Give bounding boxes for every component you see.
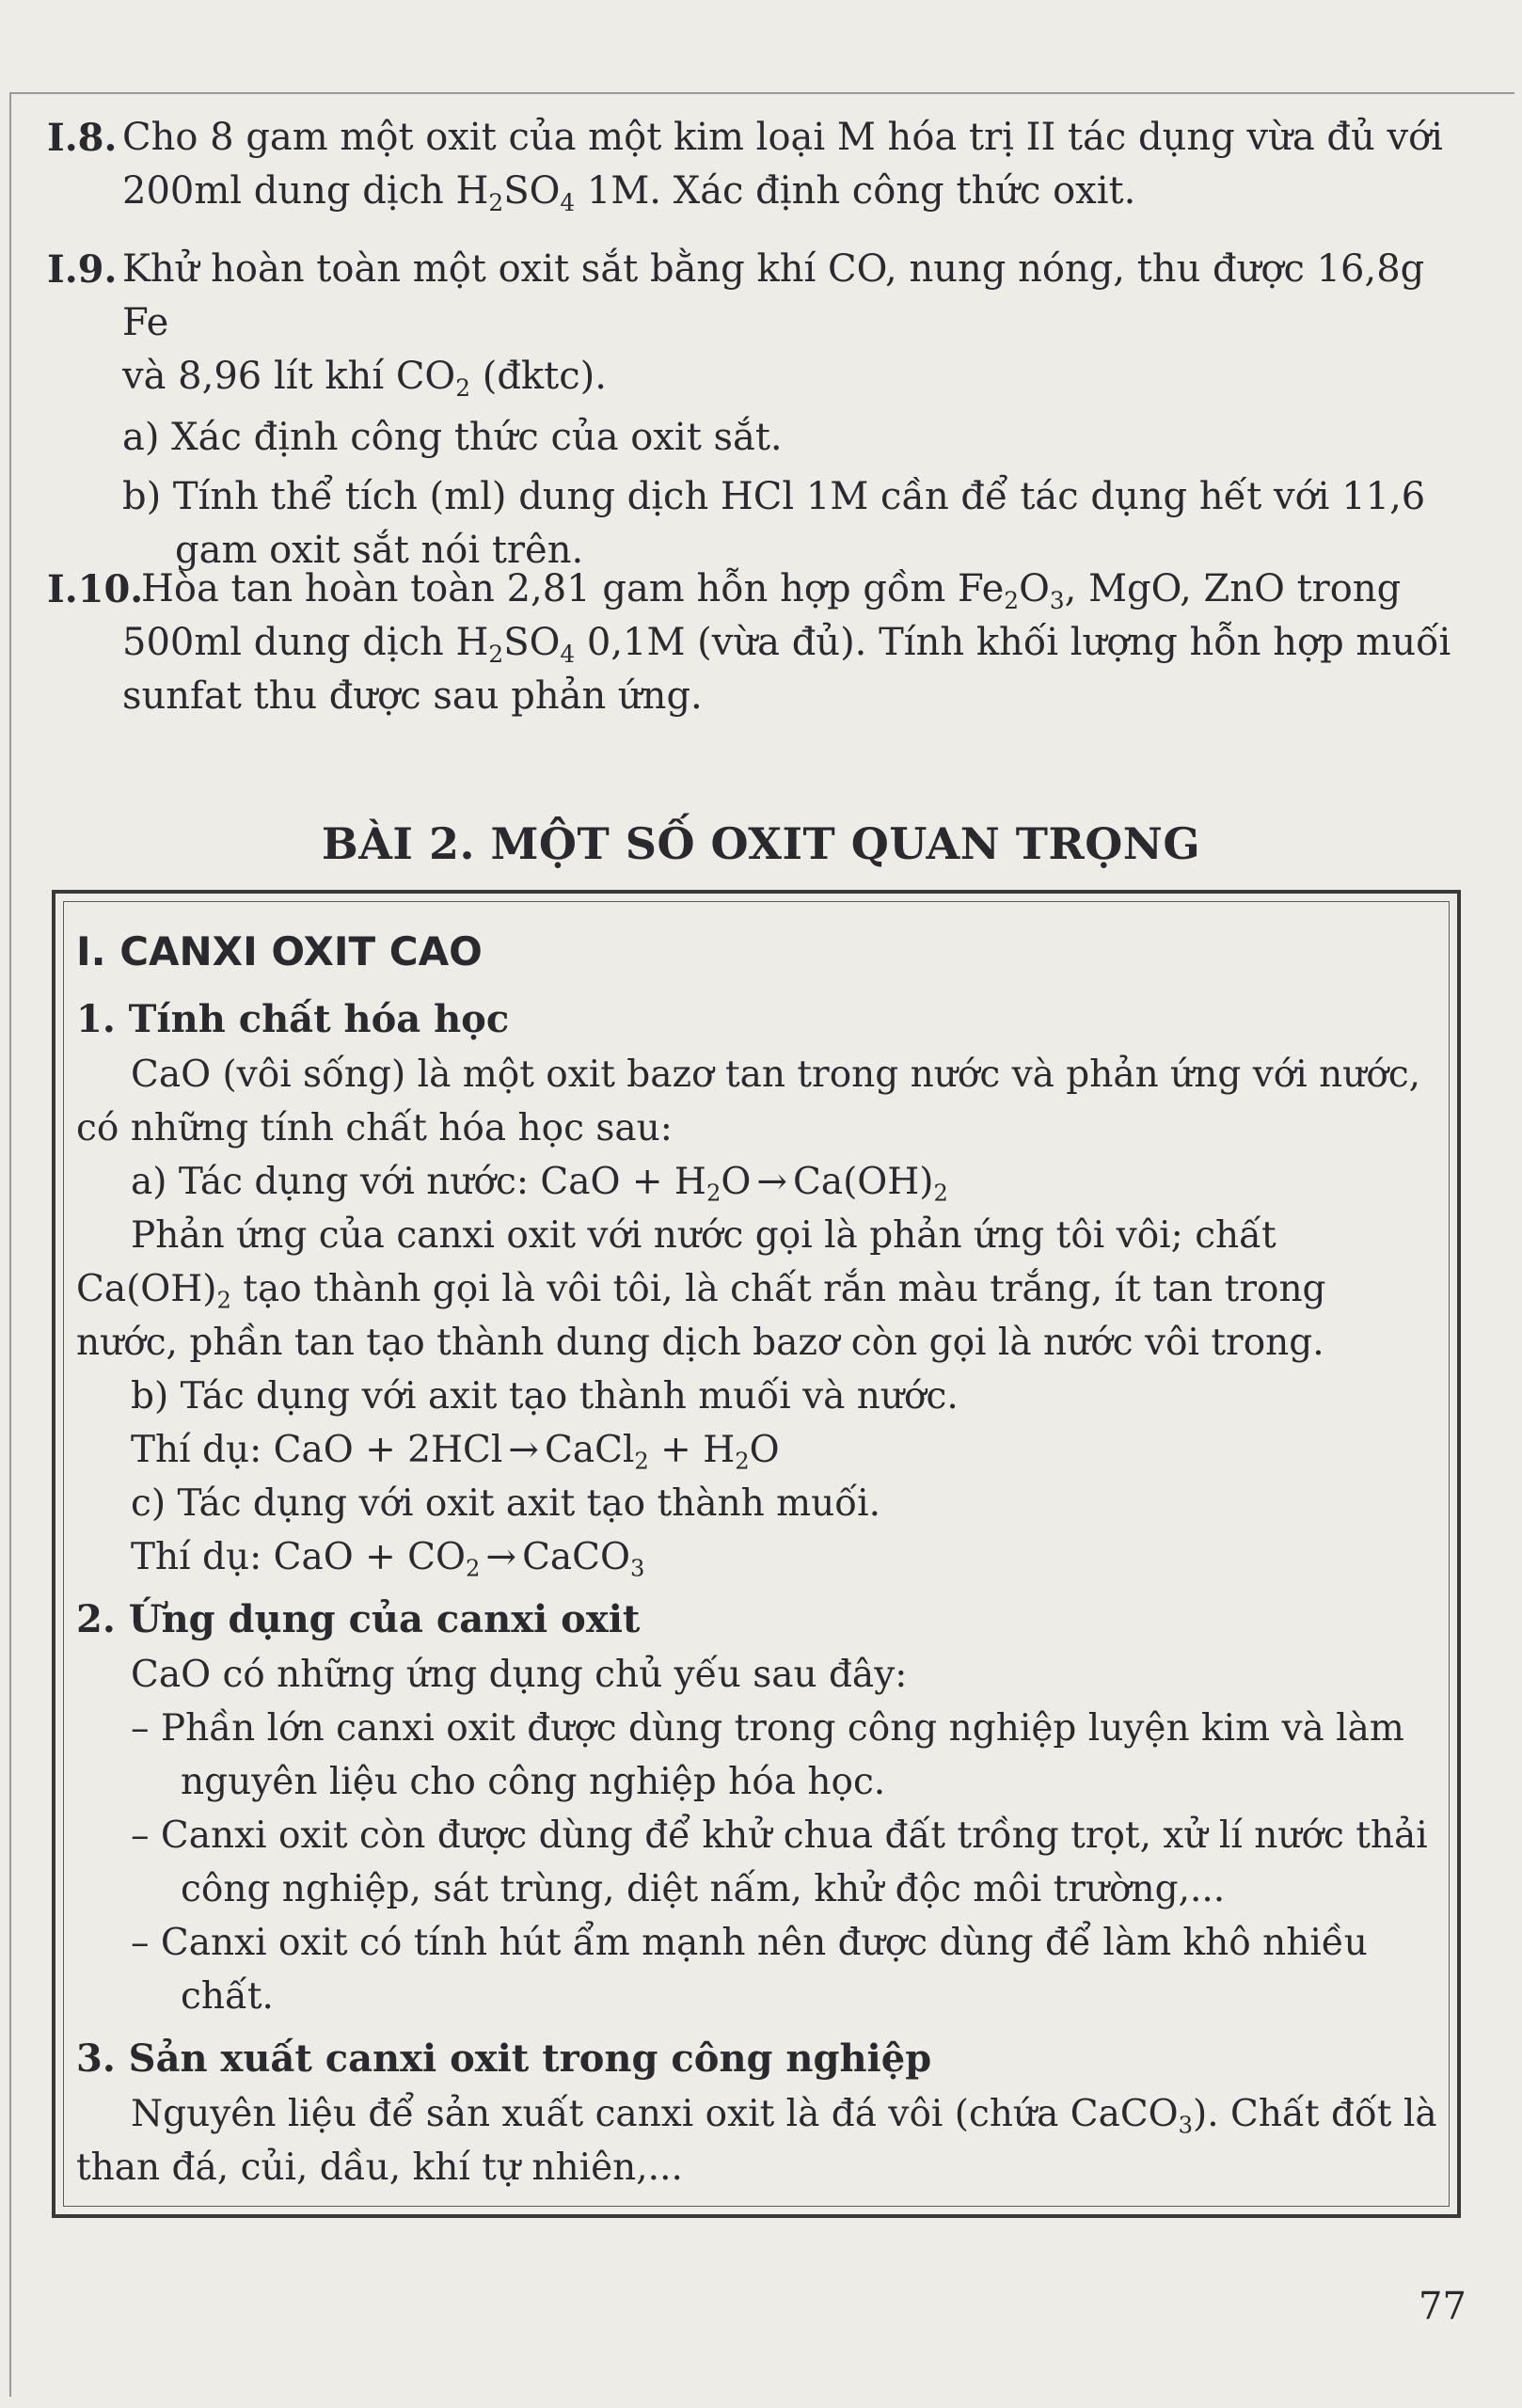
reaction-arrow-icon: → [756, 1161, 787, 1203]
property-b: b) Tác dụng với axit tạo thành muối và nước. [131, 1375, 959, 1418]
reaction-arrow-icon: → [485, 1536, 517, 1578]
subsection-title-production: 3. Sản xuất canxi oxit trong công nghiệp [76, 2036, 932, 2081]
page-frame-left [9, 92, 11, 2397]
page-number: 77 [1419, 2285, 1467, 2328]
slaking-paragraph: Phản ứng của canxi oxit với nước gọi là phản ứng tôi vôi; chất $Ca(OH)_2$ tạo thành gọi là vôi tôi, là chất rắn màu trắng, ít tan trong nước, phần tan tạo thành dung dịch bazơ còn gọi là nước vôi trong. [76, 1214, 1326, 1364]
reaction-arrow-icon: → [508, 1429, 539, 1471]
list-item: – Canxi oxit có tính hút ẩm mạnh nên được dùng để làm khô nhiều chất. [131, 1922, 1368, 2018]
exercise-part-a: a) Xác định công thức của oxit sắt. [122, 416, 783, 459]
subsection-title-applications: 2. Ứng dụng của canxi oxit [76, 1597, 641, 1641]
example-1: Thí dụ: CaO + 2HCl → CaCl$_2$ + $H_2O$ [76, 1423, 1438, 1477]
exercise-part-b: b) Tính thể tích (ml) dung dịch HCl 1M cần để tác dụng hết với 11,6 gam oxit sắt nói trên. [122, 475, 1426, 572]
exercise-number: I.8. [47, 116, 118, 160]
production-paragraph: Nguyên liệu để sản xuất canxi oxit là đá vôi (chứa CaCO$_3$). Chất đốt là than đá, củi, dầu, khí tự nhiên,... [76, 2093, 1437, 2189]
subsection-title-properties: 1. Tính chất hóa học [76, 997, 510, 1041]
content-box [52, 890, 1461, 2218]
exercise-i8 [47, 111, 1482, 218]
list-item: – Phần lớn canxi oxit được dùng trong công nghiệp luyện kim và làm nguyên liệu cho công nghiệp hóa học. [131, 1707, 1404, 1803]
exercise-i9 [47, 243, 1482, 578]
box-content [76, 924, 1438, 2194]
lesson-title: BÀI 2. MỘT SỐ OXIT QUAN TRỌNG [321, 818, 1201, 869]
page-frame-top [9, 92, 1514, 94]
exercise-number: I.9. [47, 247, 118, 292]
list-item: – Canxi oxit còn được dùng để khử chua đất trồng trọt, xử lí nước thải công nghiệp, sát trùng, diệt nấm, khử độc môi trường,... [131, 1814, 1428, 1910]
property-a: a) Tác dụng với nước: CaO + $H_2O \to Ca(OH)_2$ [76, 1155, 1438, 1209]
applications-intro: CaO có những ứng dụng chủ yếu sau đây: [131, 1654, 908, 1696]
exercise-text: Hòa tan hoàn toàn 2,81 gam hỗn hợp gồm $Fe_2O_3$, MgO, ZnO trong [141, 567, 1402, 614]
properties-intro: CaO (vôi sống) là một oxit bazơ tan trong nước và phản ứng với nước, có những tính chất hóa học sau: [76, 1054, 1421, 1149]
example-2: Thí dụ: CaO + $CO_2$ → CaCO$_3$ [76, 1530, 1438, 1584]
exercise-i10: I.10. Hòa tan hoàn toàn 2,81 gam hỗn hợp gồm $Fe_2O_3$, MgO, ZnO trong 500ml dung dịch $H_2SO_4$ 0,1M (vừa đủ). Tính khối lượng hỗn hợp muối sunfat thu được sau phản ứng. [47, 562, 1482, 723]
section-title: I. CANXI OXIT CAO [76, 928, 483, 974]
exercise-text: Khử hoàn toàn một oxit sắt bằng khí CO, nung nóng, thu được 16,8g Fe và 8,96 lít khí $CO_2$ (đktc). [122, 247, 1425, 402]
exercise-text: Cho 8 gam một oxit của một kim loại M hóa trị II tác dụng vừa đủ với 200ml dung dịch $H_2SO_4$ 1M. Xác định công thức oxit. [122, 116, 1443, 216]
property-c: c) Tác dụng với oxit axit tạo thành muối. [131, 1482, 880, 1525]
exercise-number: I.10. [47, 567, 144, 611]
